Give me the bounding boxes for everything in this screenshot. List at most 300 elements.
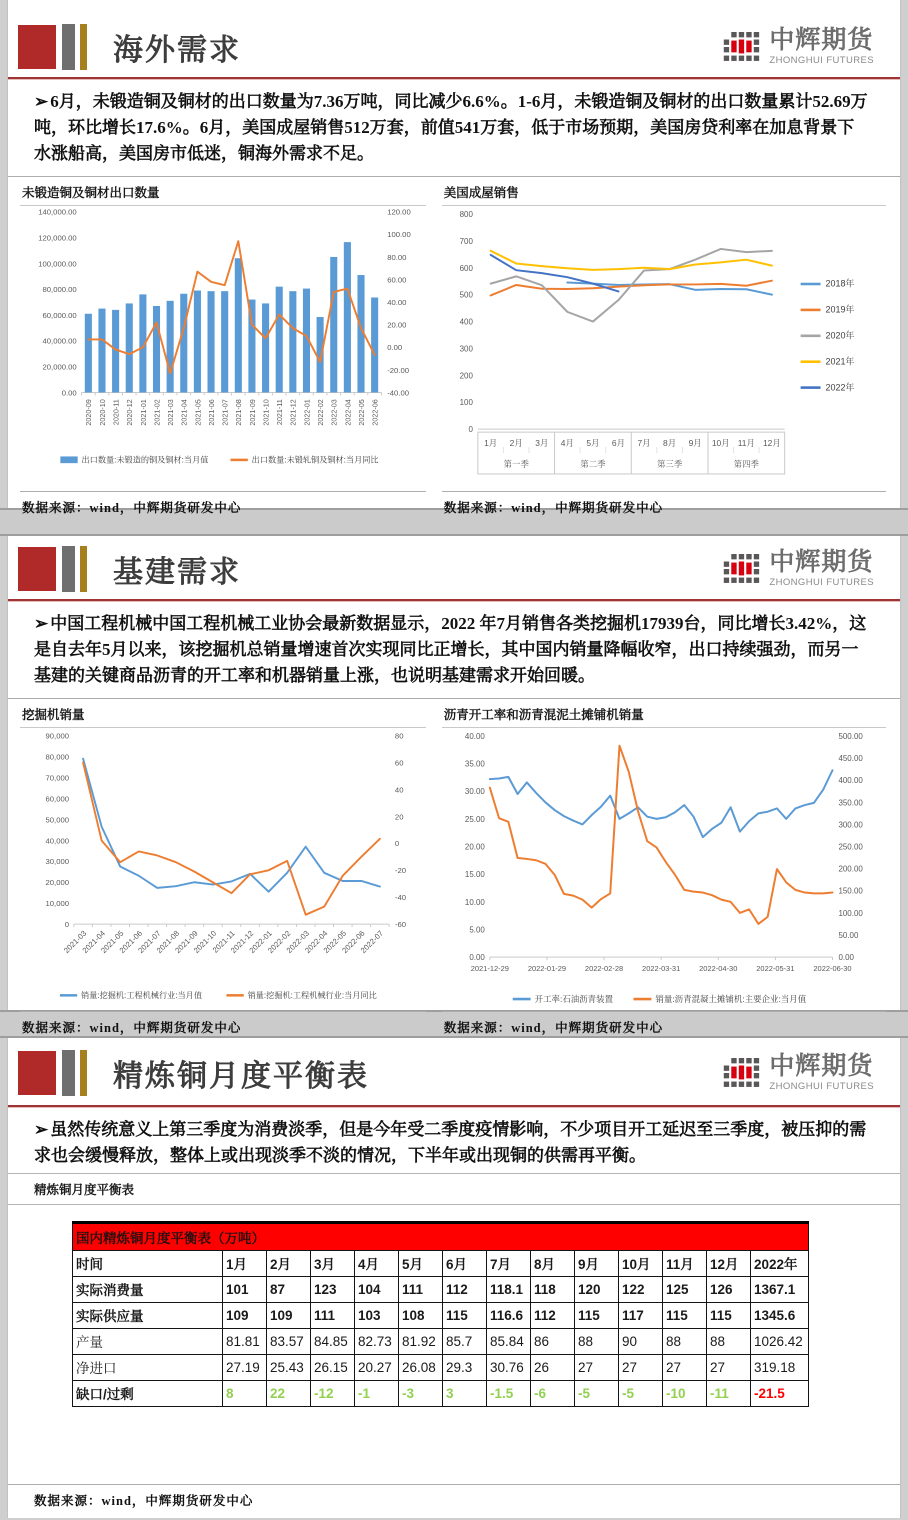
table-cell: 83.57 <box>267 1328 311 1354</box>
table-cell: 26.08 <box>399 1354 443 1380</box>
table-cell: 85.84 <box>487 1328 531 1354</box>
svg-text:2020年: 2020年 <box>825 330 855 341</box>
summary-text: 中国工程机械中国工程机械工业协会最新数据显示，2022 年7月销售各类挖掘机17939台，同比增长3.42%，这是自去年5月以来，该挖掘机总销量增速首次实现同比正增长，其中国内销量降幅收窄，出口持续强劲，而另一基建的关键商品沥青的开工率和机器销量上涨，也说明基建需求开始回暖。 <box>34 614 867 685</box>
svg-text:2021-06: 2021-06 <box>117 929 145 956</box>
svg-text:-40: -40 <box>394 893 407 903</box>
svg-text:800: 800 <box>459 210 473 220</box>
svg-text:2021-12: 2021-12 <box>228 929 256 956</box>
svg-text:30.00: 30.00 <box>464 787 485 797</box>
table-cell: 108 <box>399 1302 443 1328</box>
accent-block-gray <box>62 546 75 592</box>
svg-text:2021-03: 2021-03 <box>166 399 176 427</box>
svg-text:2021-05: 2021-05 <box>99 929 126 956</box>
svg-text:50,000: 50,000 <box>45 815 70 825</box>
svg-text:2022-06: 2022-06 <box>340 929 367 956</box>
svg-text:2021-06: 2021-06 <box>206 399 216 427</box>
svg-text:2021-12-29: 2021-12-29 <box>470 964 509 974</box>
svg-text:出口数量:未锻轧铜及铜材:当月同比: 出口数量:未锻轧铜及铜材:当月同比 <box>251 456 379 466</box>
svg-text:2022-02-28: 2022-02-28 <box>584 964 623 974</box>
table-cell: 115 <box>707 1302 751 1328</box>
table-cell: 81.81 <box>223 1328 267 1354</box>
table-cell: 85.7 <box>443 1328 487 1354</box>
svg-text:2022-05: 2022-05 <box>356 399 366 427</box>
svg-text:2021-11: 2021-11 <box>210 929 237 956</box>
svg-text:第四季: 第四季 <box>733 459 759 470</box>
slide-header <box>8 24 900 70</box>
slide-footer <box>8 1484 900 1518</box>
svg-text:2022-04-30: 2022-04-30 <box>698 964 738 974</box>
svg-text:2021-04: 2021-04 <box>80 929 107 956</box>
svg-text:2021-12: 2021-12 <box>288 399 298 427</box>
table-cell: 109 <box>267 1302 311 1328</box>
slide-header <box>8 546 900 592</box>
accent-block-red <box>18 25 56 69</box>
svg-text:2022-05-31: 2022-05-31 <box>755 964 795 974</box>
table-cell: 87 <box>267 1276 311 1302</box>
table-cell: -6 <box>531 1380 575 1406</box>
svg-text:2021-09: 2021-09 <box>247 399 257 427</box>
table-cell: 115 <box>575 1302 619 1328</box>
svg-text:2021-07: 2021-07 <box>136 929 163 956</box>
svg-text:10.00: 10.00 <box>464 898 485 908</box>
chart-panel-asphalt <box>432 699 900 1045</box>
table-header-cell: 2022年 <box>751 1250 809 1276</box>
svg-text:2022-02: 2022-02 <box>315 399 325 427</box>
slide-overseas-demand <box>7 0 901 516</box>
table-header-cell: 2月 <box>267 1250 311 1276</box>
table-cell: 118 <box>531 1276 575 1302</box>
svg-text:2021-09: 2021-09 <box>173 929 200 956</box>
accent-block-red <box>18 1051 56 1095</box>
svg-text:0: 0 <box>468 425 473 435</box>
accent-block-gray <box>62 24 75 70</box>
asphalt-svg <box>442 728 886 1011</box>
svg-text:2022-03: 2022-03 <box>284 929 311 956</box>
header-accent-blocks <box>18 24 87 70</box>
table-cell: 8 <box>223 1380 267 1406</box>
brand-logo-icon <box>722 32 762 62</box>
table-header-cell: 12月 <box>707 1250 751 1276</box>
table-cell: 27 <box>663 1354 707 1380</box>
brand-name: 中辉期货 <box>769 1052 874 1080</box>
table-cell: -21.5 <box>751 1380 809 1406</box>
svg-text:35.00: 35.00 <box>464 760 485 770</box>
table-header-cell: 5月 <box>399 1250 443 1276</box>
accent-block-red <box>18 547 56 591</box>
svg-text:2021-11: 2021-11 <box>275 399 285 426</box>
svg-text:200.00: 200.00 <box>838 865 863 875</box>
table-header-cell: 1月 <box>223 1250 267 1276</box>
table-cell: 27.19 <box>223 1354 267 1380</box>
brand-name-en: ZHONGHUI FUTURES <box>769 55 874 66</box>
svg-text:第三季: 第三季 <box>656 459 682 470</box>
brand-logo-icon <box>722 1058 762 1088</box>
chart-panel-excavator-sales <box>8 699 432 1045</box>
excavator-sales-chart <box>20 728 426 1007</box>
chart-panel-us-home-sales <box>432 177 900 525</box>
svg-text:60.00: 60.00 <box>387 275 407 285</box>
svg-text:第二季: 第二季 <box>579 459 606 470</box>
svg-text:2022-06-30: 2022-06-30 <box>813 964 852 974</box>
table-cell: 81.92 <box>399 1328 443 1354</box>
svg-text:-20.00: -20.00 <box>387 366 410 376</box>
table-cell: 82.73 <box>355 1328 399 1354</box>
table-cell: 27 <box>707 1354 751 1380</box>
table-cell: 1026.42 <box>751 1328 809 1354</box>
header-accent-blocks <box>18 546 87 592</box>
table-header-cell: 3月 <box>311 1250 355 1276</box>
brand-name: 中辉期货 <box>769 26 874 54</box>
table-header-cell: 11月 <box>663 1250 707 1276</box>
svg-text:100,000.00: 100,000.00 <box>38 259 77 269</box>
svg-text:2021-01: 2021-01 <box>138 399 148 427</box>
asphalt-operating-rate-chart <box>442 728 886 1011</box>
svg-text:700: 700 <box>459 237 473 247</box>
table-row <box>73 1302 809 1328</box>
svg-text:-40.00: -40.00 <box>387 388 410 398</box>
svg-text:2022-06: 2022-06 <box>370 399 380 427</box>
table-header-cell: 10月 <box>619 1250 663 1276</box>
table-header-cell: 6月 <box>443 1250 487 1276</box>
table-header-cell: 8月 <box>531 1250 575 1276</box>
svg-text:40: 40 <box>394 785 404 795</box>
svg-text:2021-03: 2021-03 <box>62 929 89 956</box>
chart-title: 未锻造铜及铜材出口数量 <box>20 181 426 206</box>
svg-text:400.00: 400.00 <box>838 776 863 786</box>
svg-text:40.00: 40.00 <box>464 732 485 742</box>
table-cell: 319.18 <box>751 1354 809 1380</box>
brand-logo-text <box>769 550 874 588</box>
excavator-sales-svg <box>20 728 426 1007</box>
table-cell: 88 <box>575 1328 619 1354</box>
table-cell: 27 <box>619 1354 663 1380</box>
table-header-cell: 4月 <box>355 1250 399 1276</box>
table-cell: -3 <box>399 1380 443 1406</box>
svg-text:2022-03: 2022-03 <box>329 399 339 427</box>
svg-text:2019年: 2019年 <box>825 305 855 316</box>
table-cell: 88 <box>663 1328 707 1354</box>
brand-name-en: ZHONGHUI FUTURES <box>769 577 874 588</box>
brand-name: 中辉期货 <box>769 548 874 576</box>
summary-text: 虽然传统意义上第三季度为消费淡季，但是今年受二季度疫情影响，不少项目开工延迟至三季度，被压抑的需求也会缓慢释放，整体上或出现淡季不淡的情况，下半年或出现铜的供需再平衡。 <box>34 1120 867 1165</box>
table-cell: 111 <box>399 1276 443 1302</box>
svg-text:-60: -60 <box>394 920 407 930</box>
svg-text:350.00: 350.00 <box>838 798 863 808</box>
table-cell: 115 <box>663 1302 707 1328</box>
svg-text:80,000: 80,000 <box>45 752 70 762</box>
svg-text:0: 0 <box>64 920 70 930</box>
charts-row <box>8 176 900 525</box>
svg-text:2021年: 2021年 <box>825 356 855 367</box>
svg-text:10月: 10月 <box>711 438 730 449</box>
table-cell: 84.85 <box>311 1328 355 1354</box>
svg-text:20.00: 20.00 <box>387 321 407 331</box>
table-banner: 国内精炼铜月度平衡表（万吨） <box>73 1222 809 1250</box>
svg-text:8月: 8月 <box>662 438 676 449</box>
table-cell: 123 <box>311 1276 355 1302</box>
table-cell: 30.76 <box>487 1354 531 1380</box>
svg-text:90,000: 90,000 <box>45 732 70 742</box>
brand-logo <box>722 550 874 588</box>
svg-text:140,000.00: 140,000.00 <box>38 208 77 218</box>
table-cell: 101 <box>223 1276 267 1302</box>
svg-text:2022-01: 2022-01 <box>247 929 274 956</box>
table-row <box>73 1328 809 1354</box>
svg-text:6月: 6月 <box>611 438 625 449</box>
svg-text:450.00: 450.00 <box>838 754 863 764</box>
table-row-label: 缺口/过剩 <box>73 1380 223 1406</box>
svg-text:2021-02: 2021-02 <box>152 399 162 427</box>
svg-text:100.00: 100.00 <box>387 230 411 240</box>
summary-paragraph <box>8 80 900 170</box>
svg-text:80: 80 <box>394 732 404 742</box>
copper-export-chart <box>20 206 426 471</box>
svg-text:-20: -20 <box>394 866 407 876</box>
table-cell: 112 <box>443 1276 487 1302</box>
svg-text:1月: 1月 <box>483 438 497 449</box>
table-row <box>73 1276 809 1302</box>
brand-logo <box>722 1054 874 1092</box>
svg-text:20,000: 20,000 <box>45 878 70 888</box>
table-cell: 88 <box>707 1328 751 1354</box>
table-cell: 111 <box>311 1302 355 1328</box>
svg-text:9月: 9月 <box>688 438 702 449</box>
svg-text:2018年: 2018年 <box>825 279 855 290</box>
table-header-cell: 7月 <box>487 1250 531 1276</box>
page-title: 基建需求 <box>113 556 241 589</box>
svg-text:3月: 3月 <box>534 438 549 449</box>
svg-text:20.00: 20.00 <box>464 843 485 853</box>
svg-text:400: 400 <box>459 318 473 328</box>
table-section-label: 精炼铜月度平衡表 <box>34 1182 135 1197</box>
brand-name-en: ZHONGHUI FUTURES <box>769 1081 874 1092</box>
svg-text:60,000.00: 60,000.00 <box>42 311 77 321</box>
table-cell: 104 <box>355 1276 399 1302</box>
svg-text:200: 200 <box>459 371 473 381</box>
data-source-label: 数据来源：wind，中辉期货研发中心 <box>20 1011 426 1045</box>
svg-text:80,000.00: 80,000.00 <box>42 285 77 295</box>
svg-text:300: 300 <box>459 344 473 354</box>
table-cell: 26 <box>531 1354 575 1380</box>
bullet-marker: ➢ <box>34 614 49 633</box>
summary-text: 6月，未锻造铜及铜材的出口数量为7.36万吨，同比减少6.6%。1-6月，未锻造铜及铜材的出口数量累计52.69万吨，环比增长17.6%。6月，美国成屋销售512万套，前值541万套，低于市场预期，美国房贷利率在加息背景下水涨船高，美国房市低迷，铜海外需求不足。 <box>34 92 868 163</box>
table-cell: 120 <box>575 1276 619 1302</box>
chart-title: 挖掘机销量 <box>20 703 426 728</box>
svg-text:600: 600 <box>459 264 473 274</box>
table-cell: 125 <box>663 1276 707 1302</box>
page-title: 精炼铜月度平衡表 <box>113 1060 369 1093</box>
table-cell: 109 <box>223 1302 267 1328</box>
svg-text:2022-03-31: 2022-03-31 <box>641 964 680 974</box>
svg-text:销量:挖掘机:工程机械行业:当月值: 销量:挖掘机:工程机械行业:当月值 <box>81 991 203 1001</box>
svg-text:20: 20 <box>394 812 404 822</box>
brand-logo <box>722 28 874 66</box>
svg-text:2022-04: 2022-04 <box>343 399 353 427</box>
summary-paragraph <box>8 602 900 692</box>
svg-text:120,000.00: 120,000.00 <box>38 233 77 243</box>
header-accent-blocks <box>18 1050 87 1096</box>
svg-text:2021-07: 2021-07 <box>220 399 230 427</box>
table-row <box>73 1250 809 1276</box>
chart-panel-copper-export <box>8 177 432 525</box>
svg-text:2022-07: 2022-07 <box>358 929 386 956</box>
svg-text:120.00: 120.00 <box>387 208 411 218</box>
copper-balance-table <box>72 1221 809 1407</box>
table-header-cell: 时间 <box>73 1250 223 1276</box>
svg-text:2020-12: 2020-12 <box>125 399 135 427</box>
svg-text:25.00: 25.00 <box>464 815 485 825</box>
table-cell: 117 <box>619 1302 663 1328</box>
svg-text:60,000: 60,000 <box>45 794 70 804</box>
charts-row <box>8 698 900 1045</box>
svg-text:11月: 11月 <box>737 438 755 449</box>
svg-text:2021-10: 2021-10 <box>191 929 219 956</box>
table-cell: 1367.1 <box>751 1276 809 1302</box>
chart-title: 美国成屋销售 <box>442 181 886 206</box>
table-row <box>73 1380 809 1406</box>
accent-block-gray <box>62 1050 75 1096</box>
slide-copper-balance <box>7 1038 901 1518</box>
svg-text:150.00: 150.00 <box>838 887 863 897</box>
us-home-sales-svg <box>442 206 886 491</box>
svg-text:2021-10: 2021-10 <box>261 399 271 427</box>
svg-text:100.00: 100.00 <box>838 909 863 919</box>
table-cell: 22 <box>267 1380 311 1406</box>
table-cell: 90 <box>619 1328 663 1354</box>
svg-text:0.00: 0.00 <box>387 343 403 353</box>
svg-text:10,000: 10,000 <box>45 899 70 909</box>
svg-text:4月: 4月 <box>560 438 574 449</box>
svg-text:2022-01-29: 2022-01-29 <box>527 964 566 974</box>
svg-text:销量:沥青混凝土摊铺机:主要企业:当月值: 销量:沥青混凝土摊铺机:主要企业:当月值 <box>655 994 806 1005</box>
svg-text:500: 500 <box>459 291 473 301</box>
svg-text:0: 0 <box>394 839 400 849</box>
svg-text:2021-04: 2021-04 <box>179 399 189 427</box>
table-row-label: 净进口 <box>73 1354 223 1380</box>
table-cell: 86 <box>531 1328 575 1354</box>
copper-balance-table-wrap <box>8 1205 900 1407</box>
table-cell: -11 <box>707 1380 751 1406</box>
svg-text:开工率:石油沥青装置: 开工率:石油沥青装置 <box>534 994 613 1005</box>
svg-text:12月: 12月 <box>762 438 781 449</box>
brand-logo-text <box>769 1054 874 1092</box>
table-row-label: 产量 <box>73 1328 223 1354</box>
svg-text:2022-01: 2022-01 <box>302 399 312 427</box>
chart-title: 沥青开工率和沥青混泥土摊铺机销量 <box>442 703 886 728</box>
bullet-marker: ➢ <box>34 92 49 111</box>
svg-text:0.00: 0.00 <box>838 953 854 963</box>
svg-text:40,000: 40,000 <box>45 836 70 846</box>
table-cell: 126 <box>707 1276 751 1302</box>
table-cell: 112 <box>531 1302 575 1328</box>
svg-text:2022-02: 2022-02 <box>266 929 293 956</box>
svg-text:250.00: 250.00 <box>838 843 863 853</box>
table-cell: -12 <box>311 1380 355 1406</box>
svg-text:2021-05: 2021-05 <box>193 399 203 427</box>
table-cell: 26.15 <box>311 1354 355 1380</box>
svg-text:2020-10: 2020-10 <box>97 399 107 427</box>
svg-text:100: 100 <box>459 398 473 408</box>
table-row-label: 实际供应量 <box>73 1302 223 1328</box>
svg-text:出口数量:未锻造的铜及铜材:当月值: 出口数量:未锻造的铜及铜材:当月值 <box>81 456 209 466</box>
table-cell: 103 <box>355 1302 399 1328</box>
svg-text:第一季: 第一季 <box>503 459 529 470</box>
table-row <box>73 1354 809 1380</box>
data-source-label: 数据来源：wind，中辉期货研发中心 <box>442 1011 886 1045</box>
table-cell: -1.5 <box>487 1380 531 1406</box>
bullet-marker: ➢ <box>34 1120 49 1139</box>
data-source-label: 数据来源：wind，中辉期货研发中心 <box>8 1484 900 1518</box>
table-row-label: 实际消费量 <box>73 1276 223 1302</box>
table-cell: 1345.6 <box>751 1302 809 1328</box>
svg-text:5.00: 5.00 <box>469 925 485 935</box>
table-cell: -5 <box>575 1380 619 1406</box>
svg-text:2021-08: 2021-08 <box>234 399 244 427</box>
svg-text:80.00: 80.00 <box>387 253 407 263</box>
table-cell: 25.43 <box>267 1354 311 1380</box>
svg-text:20,000.00: 20,000.00 <box>42 363 77 373</box>
table-cell: 116.6 <box>487 1302 531 1328</box>
svg-text:2020-09: 2020-09 <box>84 399 94 427</box>
svg-text:2022-05: 2022-05 <box>321 929 349 956</box>
accent-block-gold <box>80 1050 87 1096</box>
accent-block-gold <box>80 24 87 70</box>
table-cell: 118.1 <box>487 1276 531 1302</box>
accent-block-gold <box>80 546 87 592</box>
brand-logo-text <box>769 28 874 66</box>
table-cell: 115 <box>443 1302 487 1328</box>
table-row <box>73 1222 809 1250</box>
svg-text:2021-08: 2021-08 <box>154 929 182 956</box>
svg-text:5月: 5月 <box>586 438 600 449</box>
page-title: 海外需求 <box>113 34 241 67</box>
svg-text:30,000: 30,000 <box>45 857 70 867</box>
svg-text:50.00: 50.00 <box>838 931 859 941</box>
table-cell: -5 <box>619 1380 663 1406</box>
svg-text:15.00: 15.00 <box>464 870 485 880</box>
summary-paragraph <box>8 1108 900 1173</box>
svg-text:2月: 2月 <box>509 438 523 449</box>
table-header-cell: 9月 <box>575 1250 619 1276</box>
svg-text:60: 60 <box>394 758 404 768</box>
data-source-label: 数据来源：wind，中辉期货研发中心 <box>442 491 886 525</box>
slide-infrastructure-demand <box>7 536 901 1036</box>
slide-header <box>8 1048 900 1098</box>
svg-text:0.00: 0.00 <box>61 388 77 398</box>
svg-text:0.00: 0.00 <box>469 953 485 963</box>
svg-text:销量:挖掘机:工程机械行业:当月同比: 销量:挖掘机:工程机械行业:当月同比 <box>247 991 377 1001</box>
table-cell: 122 <box>619 1276 663 1302</box>
svg-text:500.00: 500.00 <box>838 732 863 742</box>
svg-text:40.00: 40.00 <box>387 298 407 308</box>
svg-text:40,000.00: 40,000.00 <box>42 337 77 347</box>
svg-text:7月: 7月 <box>637 438 651 449</box>
brand-logo-icon <box>722 554 762 584</box>
svg-text:300.00: 300.00 <box>838 820 863 830</box>
table-cell: -1 <box>355 1380 399 1406</box>
table-cell: 20.27 <box>355 1354 399 1380</box>
svg-text:2022年: 2022年 <box>825 382 855 393</box>
table-cell: 27 <box>575 1354 619 1380</box>
table-cell: 3 <box>443 1380 487 1406</box>
us-home-sales-chart <box>442 206 886 491</box>
svg-text:2020-11: 2020-11 <box>111 399 121 426</box>
copper-export-svg <box>20 206 426 471</box>
data-source-label: 数据来源：wind，中辉期货研发中心 <box>20 491 426 525</box>
svg-text:70,000: 70,000 <box>45 773 70 783</box>
table-cell: -10 <box>663 1380 707 1406</box>
svg-text:2022-04: 2022-04 <box>303 929 330 956</box>
